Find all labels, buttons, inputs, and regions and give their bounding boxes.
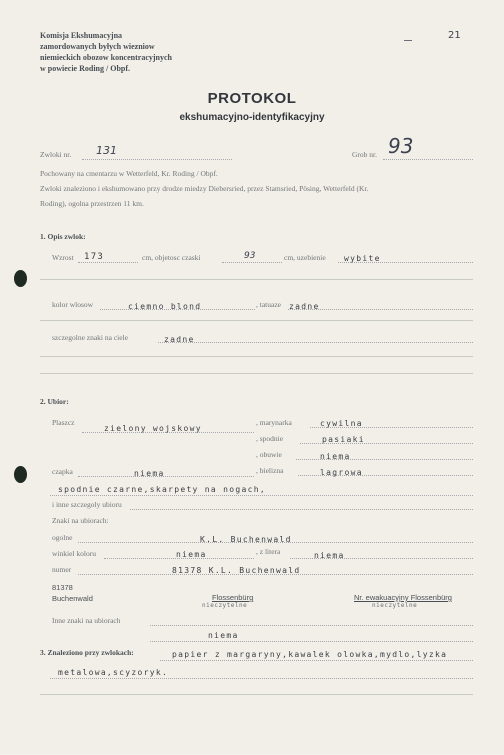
triangle-color-label: winkiel koloru	[52, 549, 96, 558]
stamp-evacuation-sub: nieczytelne	[372, 602, 418, 609]
general-value: K.L. Buchenwald	[200, 535, 292, 544]
other-marks-label: Inne znaki na ubiorach	[52, 616, 121, 625]
trousers-label: , spodnie	[256, 434, 284, 443]
tattoo-value: zadne	[289, 302, 320, 311]
binder-hole-1	[14, 270, 27, 287]
teeth-value: wybite	[344, 254, 381, 263]
shoes-label: , obuwie	[256, 450, 282, 459]
underwear-label: , bielizna	[256, 466, 284, 475]
document-title: PROTOKOL	[207, 90, 297, 107]
clothing-marks-label: Znaki na ubiorach:	[52, 516, 109, 525]
number-value: 81378 K.L. Buchenwald	[172, 566, 301, 575]
height-value: 173	[84, 252, 105, 262]
section-body-description: 1. Opis zwlok:	[40, 232, 86, 241]
burial-place: Pochowany na cmentarzu w Wetterfeld, Kr. Roding / Obpf.	[40, 169, 218, 178]
trousers-value: pasiaki	[322, 435, 365, 444]
found-location-line-1: Zwloki znaleziono i ekshumowano przy drodze miedzy Diebersried, przez Stamsried, Pösing, Wetterfeld (Kr.	[40, 184, 369, 193]
marks-label: szczegolne znaki na ciele	[52, 333, 128, 342]
letter-label: , z litera	[256, 547, 281, 556]
marks-value: zadne	[164, 335, 195, 344]
underwear-value: lagrowa	[320, 468, 363, 477]
extra-clothing-value: spodnie czarne,skarpety na nogach,	[58, 485, 266, 494]
hair-color-label: kolor wlosow	[52, 300, 94, 309]
stamp-flossenburg: Flossenbürg	[212, 593, 254, 602]
coat-label: Plaszcz	[52, 418, 75, 427]
hair-color-value: ciemno blond	[128, 302, 202, 311]
section-clothing: 2. Ubior:	[40, 397, 69, 406]
tattoo-label: , tatuaze	[256, 300, 281, 309]
jacket-label: , marynarka	[256, 418, 292, 427]
other-marks-value: niema	[208, 631, 239, 640]
cap-value: niema	[134, 469, 165, 478]
shoes-value: niema	[320, 452, 351, 461]
org-line-1: Komisja Ekshumacyjna	[40, 31, 123, 40]
section-found-items: 3. Znaleziono przy zwlokach:	[40, 648, 134, 657]
page-number: 21	[448, 30, 461, 41]
stamp-flossenburg-sub: nieczytelne	[202, 602, 248, 609]
stamp-number: 81378	[52, 583, 73, 592]
other-details-label: i inne szczegoly ubioru	[52, 500, 122, 509]
skull-volume-value: 93	[244, 251, 256, 261]
zwloki-label: Zwloki nr.	[40, 150, 72, 159]
general-label: ogolne	[52, 533, 73, 542]
stamp-evacuation: Nr. ewakuacyjny Flossenbürg	[354, 593, 452, 602]
height-label: Wzrost	[52, 253, 74, 262]
stamp-camp: Buchenwald	[52, 594, 93, 603]
commission-header	[40, 30, 172, 74]
found-items-line-2: metalowa,scyzoryk.	[58, 668, 169, 677]
document-subtitle: ekshumacyjno-identyfikacyjny	[179, 112, 325, 123]
cap-label: czapka	[52, 467, 73, 476]
grob-value: 93	[388, 134, 414, 158]
binder-hole-2	[14, 466, 27, 483]
zwloki-value: 131	[96, 144, 117, 157]
triangle-color-value: niema	[176, 550, 207, 559]
jacket-value: cywilna	[320, 419, 363, 428]
org-line-4: w powiecie Roding / Obpf.	[40, 64, 131, 73]
cm-skull-label: cm, objetosc czaski	[142, 253, 201, 262]
letter-value: niema	[314, 551, 345, 560]
number-label: numer	[52, 565, 72, 574]
found-location-line-2: Roding), ogolna przestrzen 11 km.	[40, 199, 144, 208]
grob-label: Grob nr.	[352, 150, 377, 159]
org-line-3: niemieckich obozow koncentracyjnych	[40, 53, 172, 62]
page-dash	[404, 40, 412, 41]
org-line-2: zamordowanych byłych wiezniow	[40, 42, 155, 51]
found-items-line-1: papier z margaryny,kawalek olowka,mydlo,lyzka	[172, 650, 448, 659]
cm-teeth-label: cm, uzebienie	[284, 253, 326, 262]
coat-value: zielony wojskowy	[104, 424, 202, 433]
